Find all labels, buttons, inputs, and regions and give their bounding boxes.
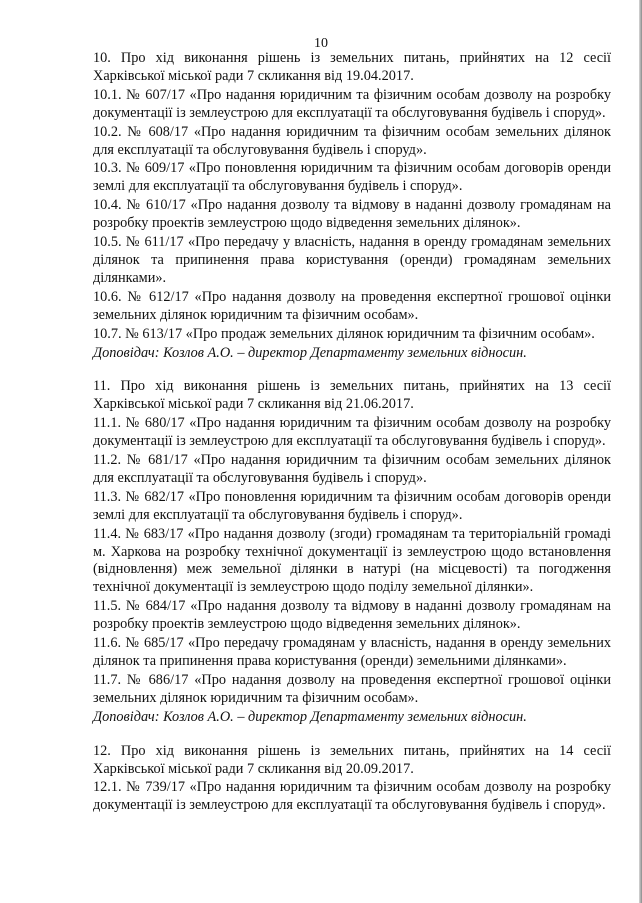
agenda-item: 11.6. № 685/17 «Про передачу громадянам у власність, надання в оренду земельних ділянок та припинення права користування (оренди) земельними ділянками».	[93, 635, 611, 669]
reporter-line: Доповідач: Козлов А.О. – директор Департаменту земельних відносин.	[93, 344, 527, 361]
agenda-item: 10.1. № 607/17 «Про надання юридичним та фізичним особам дозволу на розробку документації із землеустрою для експлуатації та обслуговування будівель і споруд».	[93, 86, 611, 121]
agenda-item: 11.4. № 683/17 «Про надання дозволу (згоди) громадянам та територіальній громаді м. Харкова на розробку технічної документації із землеустрою щодо встановлення (відновлення) меж земельної ділянки в натурі (на місцевості) та погодження технічної документації із землеустрою щодо поділу земельної ділянки».	[93, 525, 611, 596]
agenda-item: 10.3. № 609/17 «Про поновлення юридичним та фізичним особам договорів оренди землі для експлуатації та обслуговування будівель і споруд».	[93, 160, 611, 195]
agenda-item: 11.1. № 680/17 «Про надання юридичним та фізичним особам дозволу на розробку документації із землеустрою для експлуатації та обслуговування будівель і споруд».	[93, 415, 611, 450]
agenda-item: 11.3. № 682/17 «Про поновлення юридичним та фізичним особам договорів оренди землі для експлуатації та обслуговування будівель і споруд».	[93, 488, 611, 523]
agenda-section-12	[93, 743, 611, 816]
agenda-item: 10.5. № 611/17 «Про передачу у власність, надання в оренду громадянам земельних ділянок та припинення права користування (оренди) громадянам земельних ділянками».	[93, 234, 611, 286]
page-number: 10	[314, 36, 328, 51]
agenda-section-10	[93, 50, 611, 362]
reporter-line: Доповідач: Козлов А.О. – директор Департаменту земельних відносин.	[93, 708, 527, 725]
agenda-section-11	[93, 378, 611, 726]
agenda-item: 10.6. № 612/17 «Про надання дозволу на проведення експертної грошової оцінки земельних ділянок юридичним та фізичним особам».	[93, 288, 611, 323]
agenda-item: 10.7. № 613/17 «Про продаж земельних ділянок юридичним та фізичним особам».	[93, 325, 595, 342]
section-header: 12. Про хід виконання рішень із земельних питань, прийнятих на 14 сесії Харківської міської ради 7 скликання від 20.09.2017.	[93, 742, 611, 777]
agenda-item: 12.1. № 739/17 «Про надання юридичним та фізичним особам дозволу на розробку документації із землеустрою для експлуатації та обслуговування будівель і споруд».	[93, 779, 611, 814]
section-header: 10. Про хід виконання рішень із земельних питань, прийнятих на 12 сесії Харківської міської ради 7 скликання від 19.04.2017.	[93, 50, 611, 84]
agenda-item: 11.2. № 681/17 «Про надання юридичним та фізичним особам земельних ділянок для експлуатації та обслуговування будівель і споруд».	[93, 452, 611, 486]
document-body	[93, 50, 611, 816]
agenda-item: 10.4. № 610/17 «Про надання дозволу та відмову в наданні дозволу громадянам на розробку проектів землеустрою щодо відведення земельних ділянок».	[93, 197, 611, 232]
agenda-item: 11.7. № 686/17 «Про надання дозволу на проведення експертної грошової оцінки земельних ділянок юридичним та фізичним особам».	[93, 671, 611, 706]
agenda-item: 11.5. № 684/17 «Про надання дозволу та відмову в наданні дозволу громадянам на розробку проектів землеустрою щодо відведення земельних ділянок».	[93, 598, 611, 633]
agenda-item: 10.2. № 608/17 «Про надання юридичним та фізичним особам земельних ділянок для експлуатації та обслуговування будівель і споруд».	[93, 123, 611, 158]
section-header: 11. Про хід виконання рішень із земельних питань, прийнятих на 13 сесії Харківської міської ради 7 скликання від 21.06.2017.	[93, 378, 611, 413]
